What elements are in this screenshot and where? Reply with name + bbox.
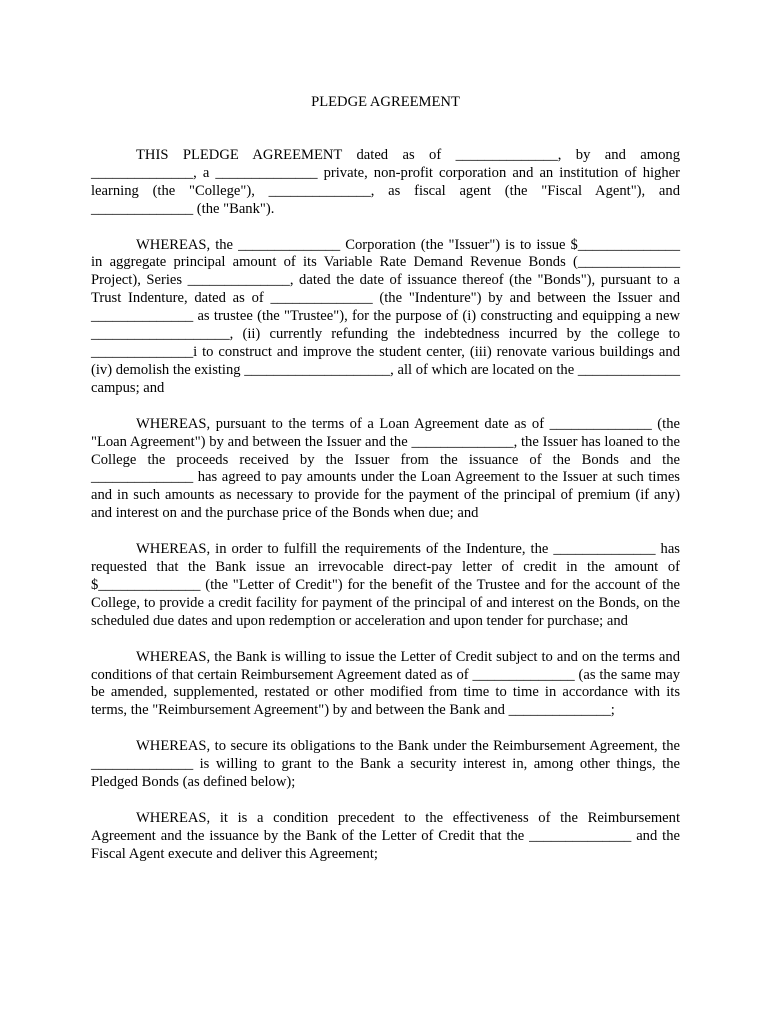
recital-bonds-paragraph: WHEREAS, the ______________ Corporation (the "Issuer") is to issue $______________ in aggregate principal amount of its Variable Rate Demand Revenue Bonds (______________ Project), Series ______________, dated the date of issuance thereof (the "Bonds"), pursuant to a Trust Indenture, dated as of ______________ (the "Indenture") by and between the Issuer and ______________ as trustee (the "Trustee"), for the purpose of (i) constructing and equipping a new ___________________, (ii) currently refunding the indebtedness incurred by the college to ______________i to construct and improve the student center, (iii) renovate various buildings and (iv) demolish the existing ____________________, all of which are located on the ______________ campus; and xyxy=(91,236,680,396)
document-title: PLEDGE AGREEMENT xyxy=(311,94,460,110)
document-page xyxy=(91,94,680,882)
recital-condition-precedent-paragraph: WHEREAS, it is a condition precedent to the effectiveness of the Reimbursement Agreement and the issuance by the Bank of the Letter of Credit that the ______________ and the Fiscal Agent execute and deliver this Agreement; xyxy=(91,810,680,862)
preamble-paragraph: THIS PLEDGE AGREEMENT dated as of ______________, by and among ______________, a ______________ private, non-profit corporation and an institution of higher learning (the "College"), ______________, as fiscal agent (the "Fiscal Agent"), and ______________ (the "Bank"). xyxy=(91,146,680,217)
recital-security-interest-paragraph: WHEREAS, to secure its obligations to the Bank under the Reimbursement Agreement, the ______________ is willing to grant to the Bank a security interest in, among other things, the Pledged Bonds (as defined below); xyxy=(91,738,680,791)
recital-letter-of-credit-paragraph: WHEREAS, in order to fulfill the requirements of the Indenture, the ______________ has requested that the Bank issue an irrevocable direct-pay letter of credit in the amount of $______________ (the "Letter of Credit") for the benefit of the Trustee and for the account of the College, to provide a credit facility for payment of the principal of and interest on the Bonds, on the scheduled due dates and upon redemption or acceleration and upon tender for purchase; and xyxy=(91,541,680,629)
recital-loan-agreement-paragraph: WHEREAS, pursuant to the terms of a Loan Agreement date as of ______________ (the "Loan Agreement") by and between the Issuer and the ______________, the Issuer has loaned to the College the proceeds received by the Issuer from the issuance of the Bonds and the ______________ has agreed to pay amounts under the Loan Agreement to the Issuer at such times and in such amounts as necessary to provide for the payment of the principal of premium (if any) and interest on and the purchase price of the Bonds when due; and xyxy=(91,415,680,522)
recital-reimbursement-agreement-paragraph: WHEREAS, the Bank is willing to issue the Letter of Credit subject to and on the terms and conditions of that certain Reimbursement Agreement dated as of ______________ (as the same may be amended, supplemented, restated or other modified from time to time in accordance with its terms, the "Reimbursement Agreement") by and between the Bank and ______________; xyxy=(91,648,680,719)
